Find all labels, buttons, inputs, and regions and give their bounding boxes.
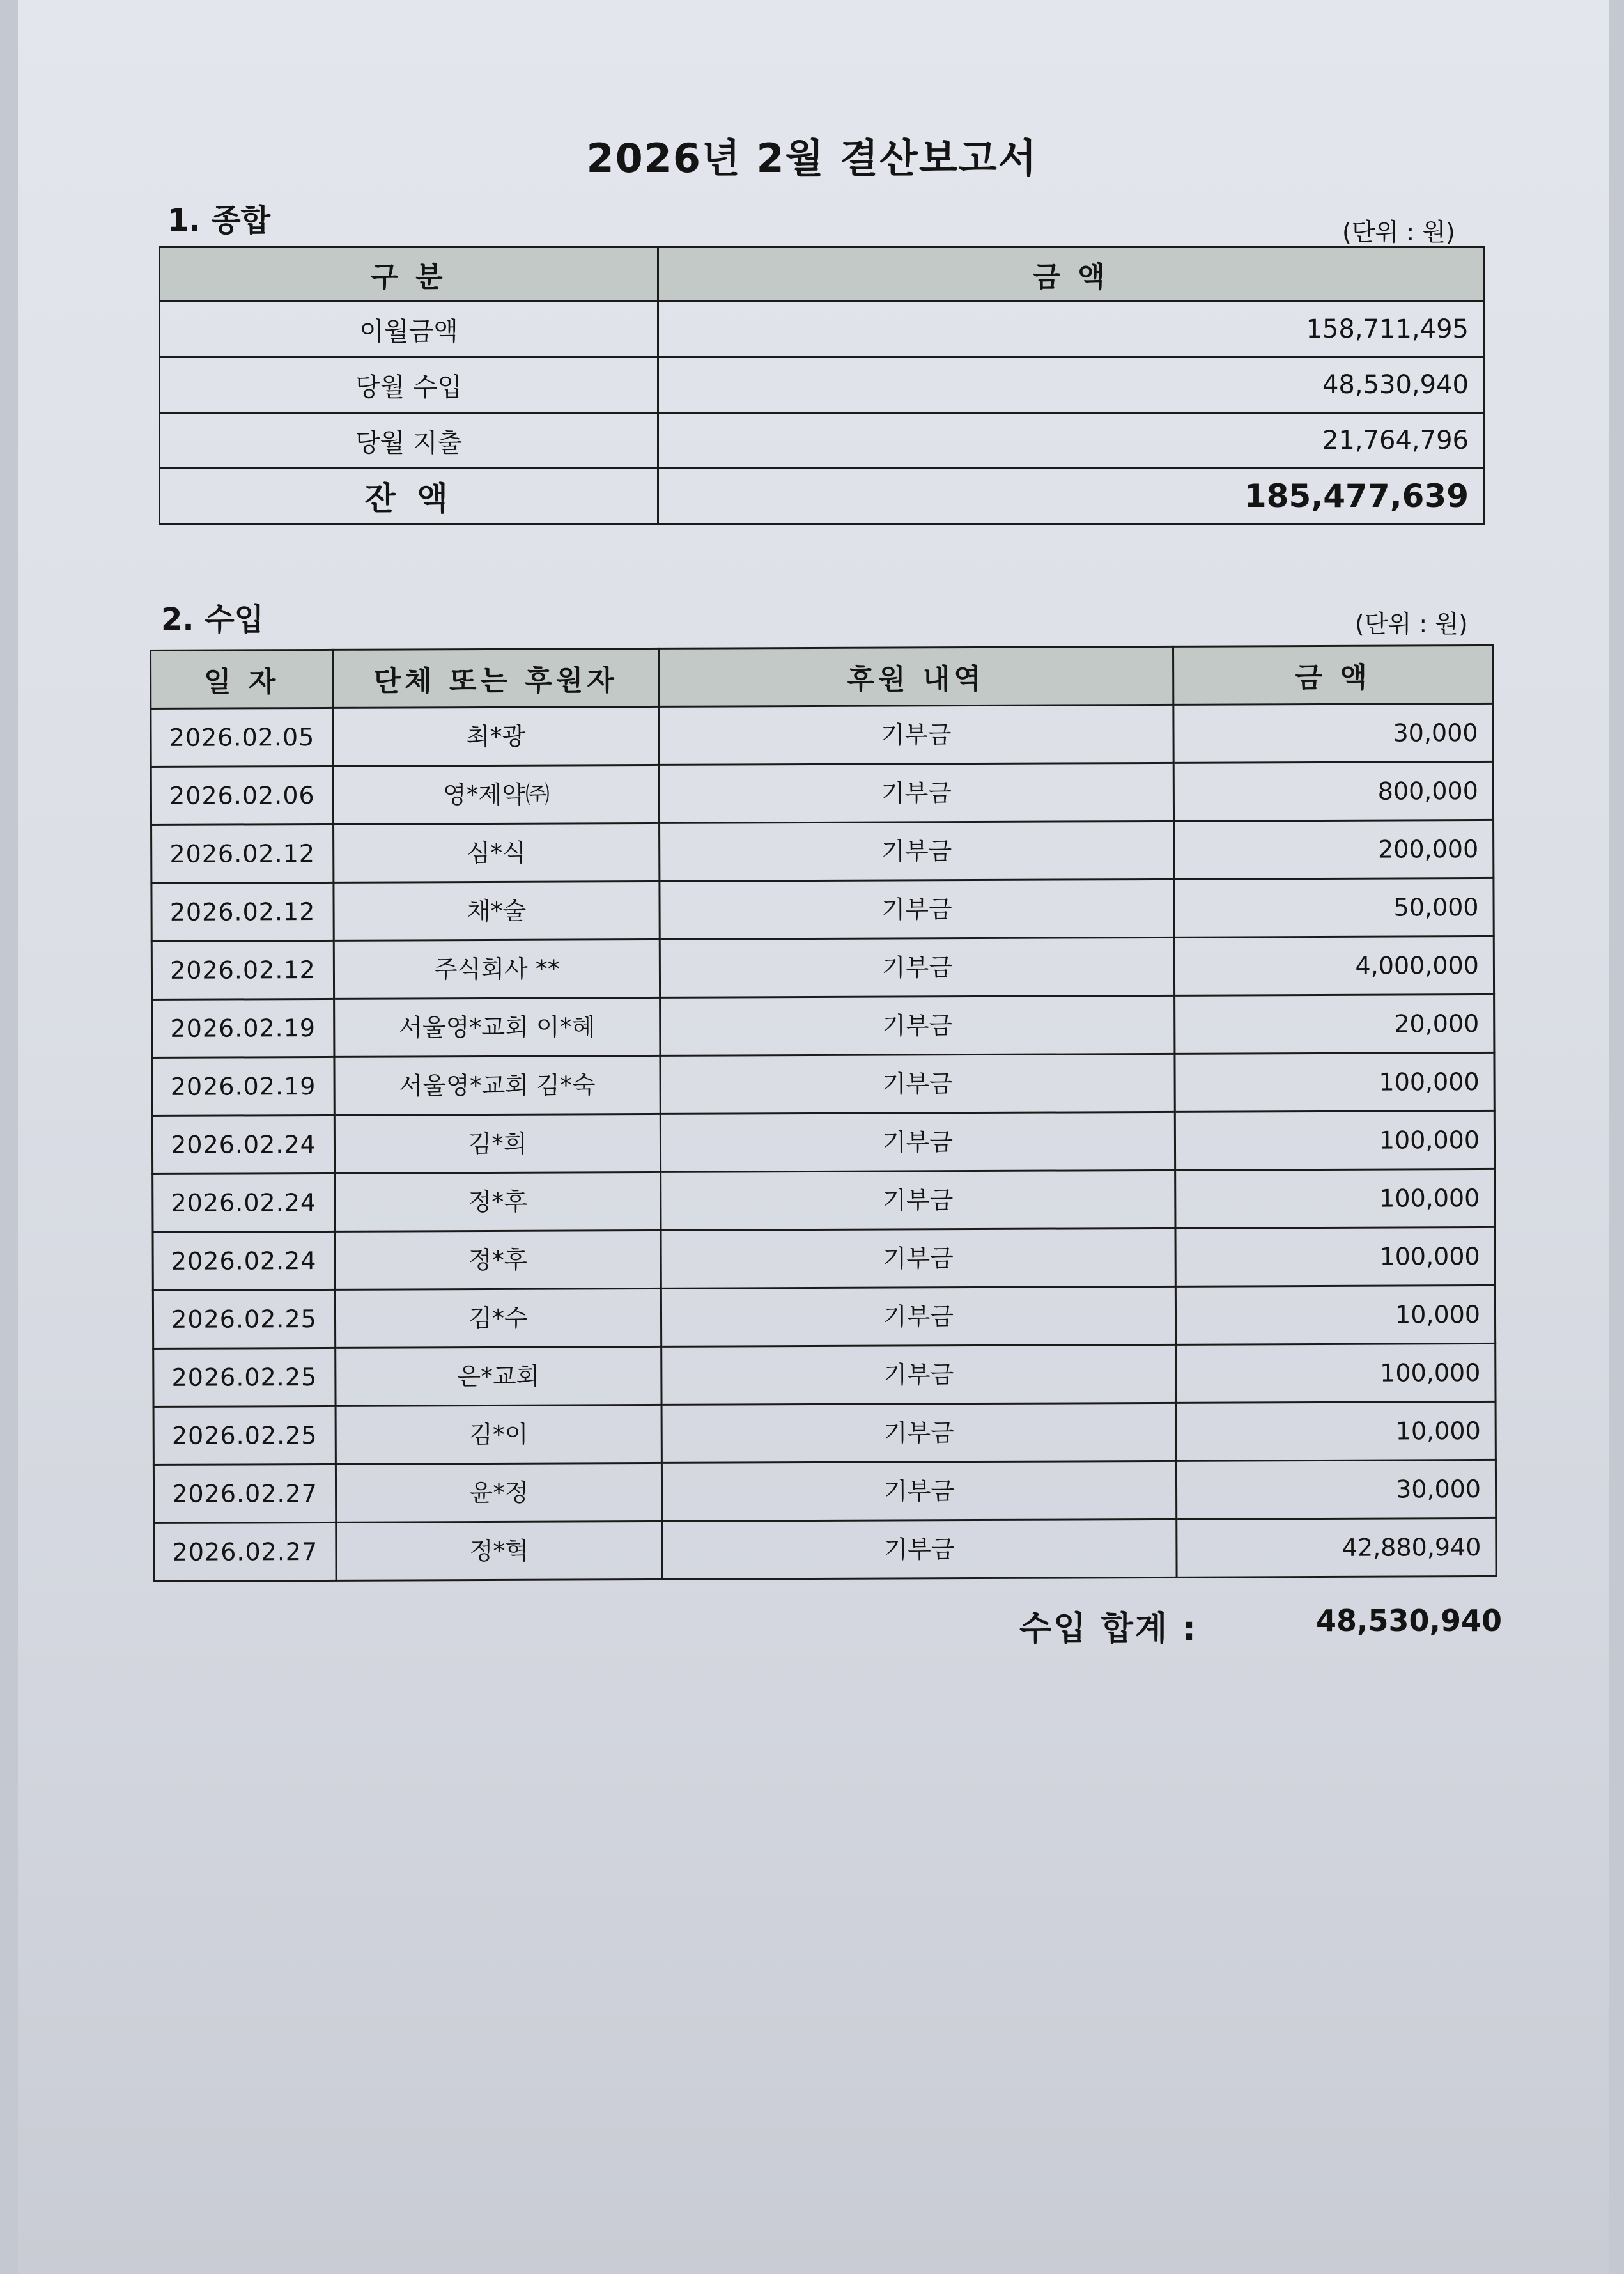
income-donor: 주식회사 ** [334, 939, 660, 999]
summary-row-income [160, 357, 1484, 413]
income-donor: 정*혁 [336, 1521, 662, 1580]
table-row [151, 878, 1494, 941]
income-date: 2026.02.24 [153, 1231, 335, 1290]
income-date: 2026.02.27 [153, 1464, 336, 1523]
summary-amount: 158,711,495 [658, 302, 1484, 357]
income-amount: 4,000,000 [1174, 936, 1494, 995]
income-date: 2026.02.19 [152, 999, 334, 1057]
table-row [153, 1460, 1496, 1523]
income-donor: 김*이 [336, 1405, 661, 1464]
income-detail: 기부금 [661, 1286, 1175, 1346]
income-detail: 기부금 [660, 821, 1174, 881]
income-date: 2026.02.24 [153, 1173, 335, 1232]
income-unit-note: (단위 : 원) [1355, 610, 1468, 638]
income-table [150, 644, 1497, 1582]
income-date: 2026.02.25 [153, 1289, 335, 1348]
income-detail: 기부금 [661, 1461, 1176, 1521]
income-detail: 기부금 [659, 763, 1173, 823]
table-row [153, 1401, 1496, 1465]
balance-amount: 185,477,639 [658, 469, 1484, 524]
income-date: 2026.02.19 [152, 1057, 334, 1116]
table-row [152, 1052, 1494, 1116]
income-date: 2026.02.06 [151, 766, 333, 825]
income-header-date: 일 자 [151, 650, 333, 708]
income-amount: 10,000 [1175, 1285, 1495, 1344]
income-donor: 채*술 [334, 881, 660, 940]
income-donor: 서울영*교회 김*숙 [334, 1055, 660, 1115]
table-row [153, 1285, 1495, 1348]
income-donor: 정*후 [335, 1172, 661, 1231]
income-date: 2026.02.25 [153, 1406, 336, 1465]
summary-label: 당월 수입 [160, 357, 658, 413]
income-amount: 100,000 [1176, 1343, 1496, 1403]
income-detail: 기부금 [660, 879, 1174, 939]
page-title: 2026년 2월 결산보고서 [586, 135, 1038, 182]
income-detail: 기부금 [661, 1170, 1175, 1230]
summary-amount: 21,764,796 [658, 413, 1484, 469]
income-date: 2026.02.05 [151, 708, 333, 767]
income-donor: 윤*정 [336, 1463, 661, 1522]
summary-label: 이월금액 [160, 302, 658, 357]
income-amount: 800,000 [1173, 761, 1493, 821]
income-detail: 기부금 [662, 1519, 1177, 1579]
summary-table [159, 246, 1485, 525]
income-amount: 30,000 [1176, 1460, 1496, 1519]
income-total-label: 수입 합계 : [1019, 1610, 1198, 1648]
income-amount: 100,000 [1175, 1110, 1494, 1170]
summary-amount: 48,530,940 [658, 357, 1484, 413]
income-amount: 10,000 [1176, 1401, 1496, 1461]
income-donor: 최*광 [333, 706, 659, 766]
income-amount: 100,000 [1175, 1169, 1495, 1228]
income-donor: 서울영*교회 이*혜 [334, 997, 660, 1057]
income-amount: 20,000 [1175, 994, 1494, 1054]
summary-heading: 1. 종합 [167, 203, 271, 238]
income-detail: 기부금 [661, 1344, 1176, 1405]
income-detail: 기부금 [661, 1228, 1175, 1288]
income-detail: 기부금 [660, 995, 1175, 1055]
table-row [151, 820, 1494, 883]
income-header-row [151, 645, 1493, 708]
table-row [154, 1518, 1496, 1581]
income-date: 2026.02.25 [153, 1348, 336, 1406]
income-donor: 심*식 [334, 823, 660, 882]
income-detail: 기부금 [660, 1112, 1175, 1172]
income-detail: 기부금 [660, 937, 1174, 997]
income-amount: 100,000 [1175, 1227, 1495, 1286]
income-donor: 김*수 [335, 1288, 661, 1348]
income-header-amount: 금 액 [1173, 645, 1492, 705]
table-row [151, 936, 1494, 999]
table-row [151, 703, 1493, 767]
summary-row-expense [160, 413, 1484, 469]
balance-label: 잔 액 [160, 469, 658, 524]
income-detail: 기부금 [661, 1403, 1176, 1463]
summary-header-category: 구 분 [160, 247, 658, 302]
income-header-detail: 후원 내역 [658, 646, 1173, 706]
table-row [151, 761, 1493, 825]
summary-row-carryover [160, 302, 1484, 357]
income-amount: 200,000 [1174, 820, 1494, 879]
summary-unit-note: (단위 : 원) [1342, 218, 1455, 246]
income-date: 2026.02.12 [151, 882, 334, 941]
income-amount: 42,880,940 [1177, 1518, 1496, 1577]
income-date: 2026.02.27 [154, 1522, 336, 1581]
income-donor: 김*희 [334, 1114, 660, 1173]
income-amount: 50,000 [1174, 878, 1494, 937]
summary-header-amount: 금 액 [658, 247, 1484, 302]
income-amount: 100,000 [1175, 1052, 1494, 1112]
income-amount: 30,000 [1173, 703, 1493, 763]
income-date: 2026.02.12 [151, 824, 334, 883]
income-heading: 2. 수입 [161, 602, 265, 637]
summary-header-row [160, 247, 1484, 302]
summary-row-balance [160, 469, 1484, 524]
table-row [152, 994, 1494, 1057]
income-donor: 영*제약㈜ [333, 765, 659, 824]
income-detail: 기부금 [660, 1054, 1175, 1114]
income-date: 2026.02.12 [151, 940, 334, 999]
income-detail: 기부금 [659, 705, 1173, 765]
table-row [153, 1169, 1495, 1232]
table-row [153, 1227, 1495, 1290]
income-header-donor: 단체 또는 후원자 [333, 648, 659, 708]
income-donor: 정*후 [335, 1230, 661, 1289]
summary-label: 당월 지출 [160, 413, 658, 469]
income-donor: 은*교회 [336, 1346, 661, 1406]
income-date: 2026.02.24 [152, 1115, 334, 1174]
table-row [153, 1343, 1496, 1406]
income-total-amount: 48,530,940 [1315, 1603, 1502, 1638]
table-row [152, 1110, 1494, 1174]
